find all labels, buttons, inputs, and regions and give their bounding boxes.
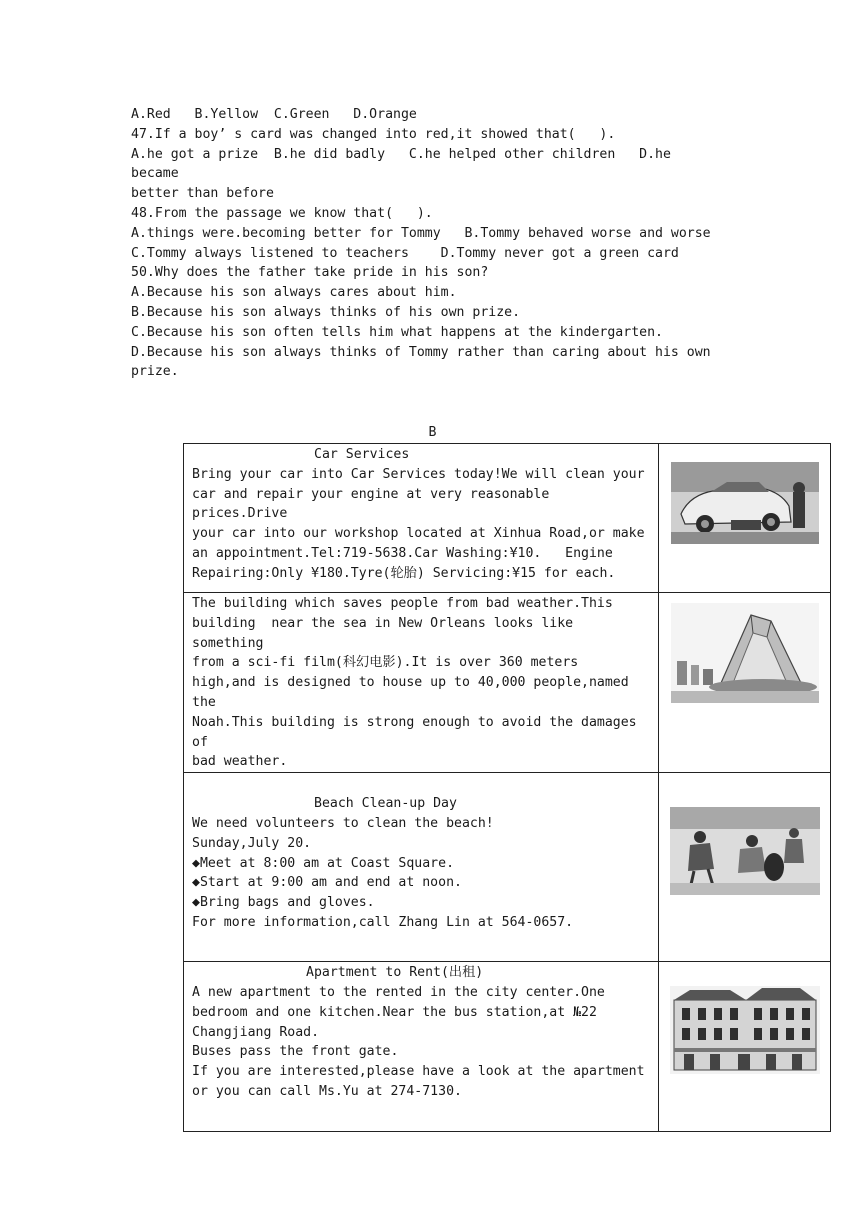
ad-row-apartment: [184, 962, 831, 1132]
ad-text-cell: [184, 593, 659, 773]
question-line: prize.: [131, 364, 179, 380]
question-line: A.he got a prize B.he did badly C.he helped other children D.he became: [131, 146, 679, 182]
ad-line: If you are interested,please have a look at the apartment: [192, 1064, 645, 1080]
ads-table: [183, 443, 831, 1132]
ad-line: bedroom and one kitchen.Near the bus station,at №22: [192, 1004, 597, 1020]
ad-line: high,and is designed to house up to 40,000 people,named the: [192, 675, 637, 710]
question-line: D.Because his son always thinks of Tommy rather than caring about his own: [131, 344, 711, 360]
ad-title: Apartment to Rent(出租): [306, 965, 484, 981]
question-line: better than before: [131, 186, 274, 202]
question-line: A.Because his son always cares about him.: [131, 285, 457, 301]
ad-line: an appointment.Tel:719-5638.Car Washing:¥10. Engine: [192, 545, 613, 561]
section-label: B: [428, 425, 437, 440]
question-line: C.Because his son often tells him what happens at the kindergarten.: [131, 324, 663, 340]
ad-line: Changjiang Road.: [192, 1024, 320, 1040]
ad-image-cell: [659, 593, 831, 773]
ad-line: Bring your car into Car Services today!We will clean your: [192, 466, 645, 482]
ad-line: A new apartment to the rented in the city center.One: [192, 984, 605, 1000]
ad-image-cell: [659, 444, 831, 593]
ad-line: your car into our workshop located at Xinhua Road,or make: [192, 526, 645, 542]
ad-line: For more information,call Zhang Lin at 564-0657.: [192, 914, 574, 930]
ad-title: Car Services: [314, 447, 410, 462]
ad-line: Buses pass the front gate.: [192, 1044, 399, 1060]
ad-line: building near the sea in New Orleans looks like something: [192, 615, 582, 651]
ad-text-cell: [184, 962, 659, 1132]
ad-line: or you can call Ms.Yu at 274-7130.: [192, 1083, 462, 1099]
ad-line: bad weather.: [192, 754, 288, 770]
pyramid-building-photo: [671, 603, 819, 703]
ad-title: Beach Clean-up Day: [314, 796, 457, 812]
questions-block: [131, 105, 721, 382]
car-repair-photo: [671, 462, 819, 544]
question-line: 48.From the passage we know that( ).: [131, 205, 433, 221]
ad-text-cell: [184, 444, 659, 593]
ad-line: Noah.This building is strong enough to avoid the damages of: [192, 714, 645, 750]
ad-line: Repairing:Only ¥180.Tyre(轮胎) Servicing:¥15 for each.: [192, 565, 616, 581]
ad-text-cell: [184, 773, 659, 962]
ad-image-cell: [659, 962, 831, 1132]
ad-image-cell: [659, 773, 831, 962]
question-line: C.Tommy always listened to teachers D.Tommy never got a green card: [131, 245, 679, 261]
ad-line: ◆Meet at 8:00 am at Coast Square.: [192, 855, 455, 871]
ad-row-building: [184, 593, 831, 773]
ad-row-car-services: [184, 444, 831, 593]
ad-row-beach-cleanup: [184, 773, 831, 962]
question-line: 47.If a boy’ s card was changed into red,it showed that( ).: [131, 126, 616, 142]
ad-line: The building which saves people from bad weather.This: [192, 596, 613, 611]
beach-cleanup-photo: [670, 807, 820, 895]
question-line: A.Red B.Yellow C.Green D.Orange: [131, 107, 417, 122]
ad-line: We need volunteers to clean the beach!: [192, 815, 494, 831]
ad-line: ◆Bring bags and gloves.: [192, 895, 375, 911]
question-line: A.things were.becoming better for Tommy B.Tommy behaved worse and worse: [131, 225, 711, 241]
ad-line: car and repair your engine at very reasonable prices.Drive: [192, 486, 558, 522]
ad-line: ◆Start at 9:00 am and end at noon.: [192, 875, 462, 891]
ad-line: Sunday,July 20.: [192, 835, 312, 851]
question-line: 50.Why does the father take pride in his son?: [131, 265, 489, 281]
question-line: B.Because his son always thinks of his own prize.: [131, 304, 521, 320]
ad-line: from a sci-fi film(科幻电影).It is over 360 meters: [192, 655, 579, 671]
apartment-building-photo: [670, 986, 820, 1074]
